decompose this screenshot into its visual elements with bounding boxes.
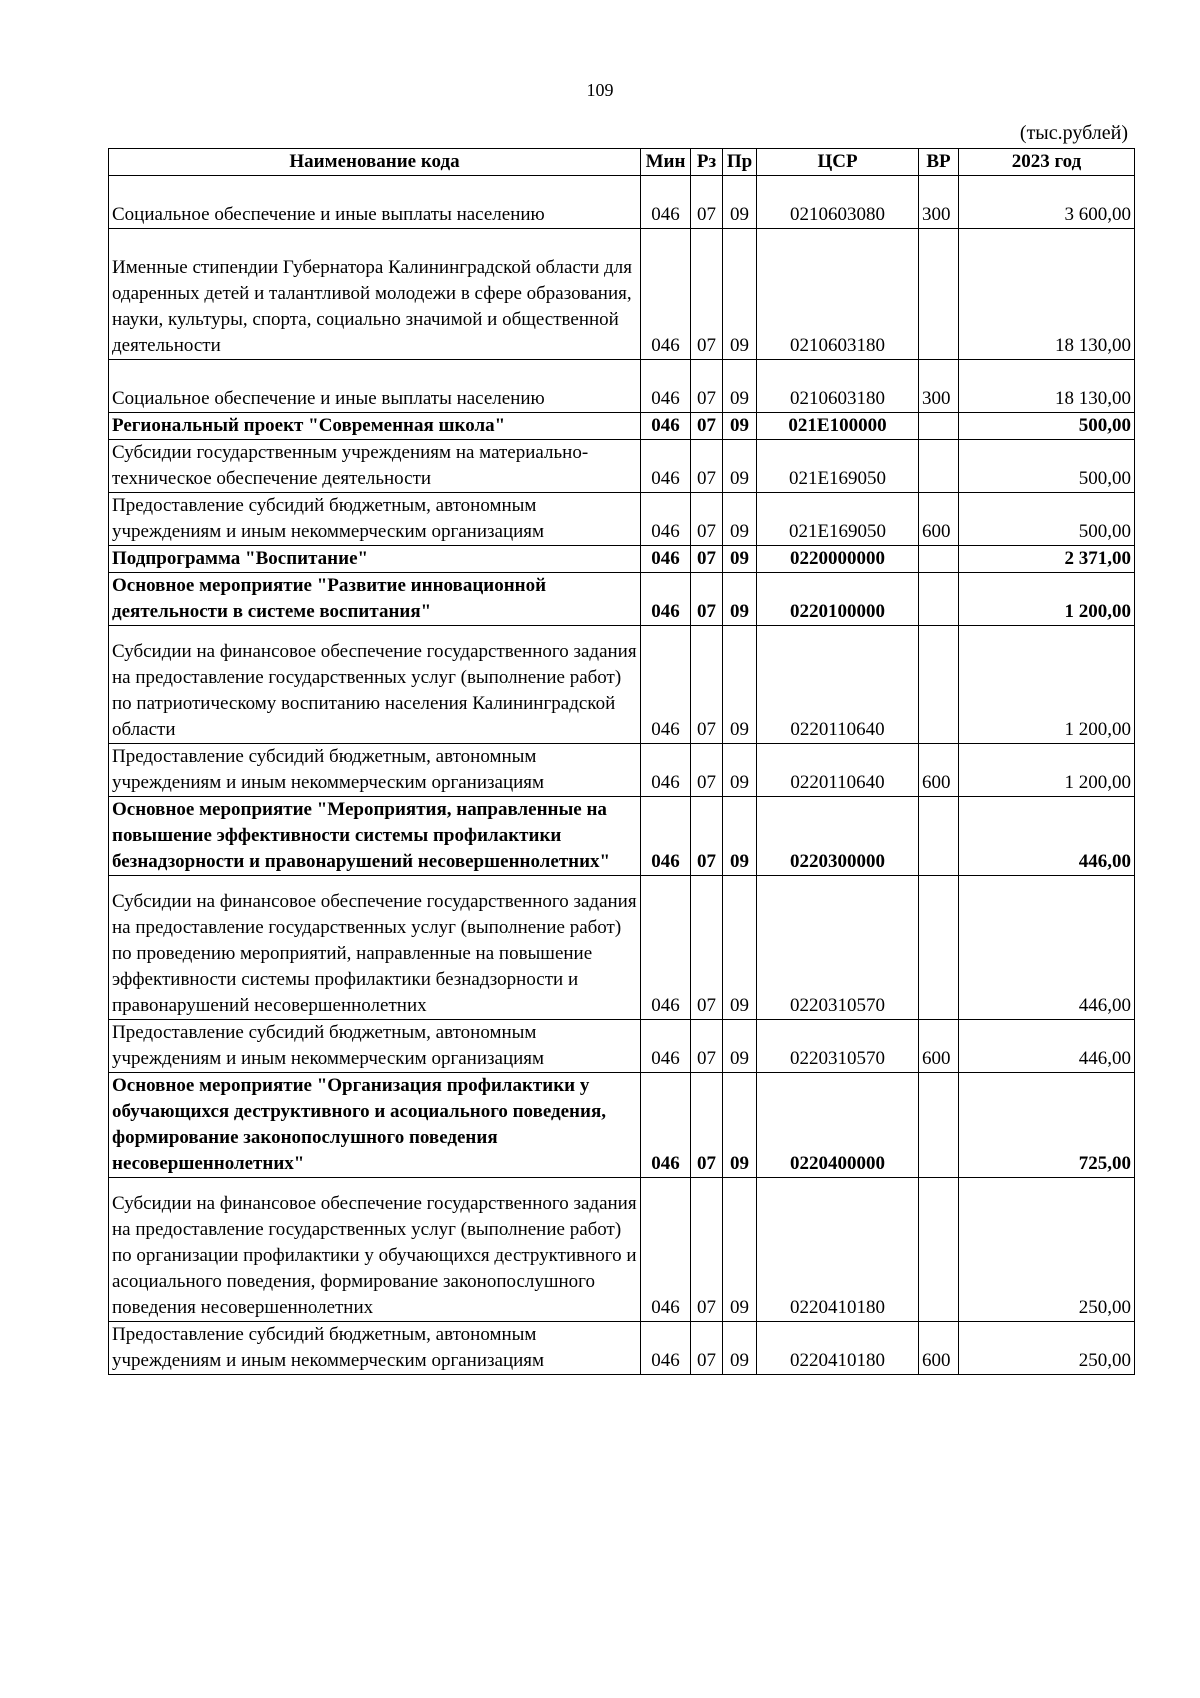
cell-rz: 07 bbox=[691, 229, 723, 360]
cell-name: Именные стипендии Губернатора Калининградской области для одаренных детей и талантливой молодежи в сфере образования, науки, культуры, спорта, социально значимой и общественной деятельности bbox=[109, 229, 641, 360]
cell-rz: 07 bbox=[691, 360, 723, 413]
cell-pr: 09 bbox=[723, 493, 757, 546]
cell-pr: 09 bbox=[723, 744, 757, 797]
cell-pr: 09 bbox=[723, 176, 757, 229]
cell-amount: 446,00 bbox=[959, 876, 1135, 1020]
cell-min: 046 bbox=[641, 546, 691, 573]
cell-rz: 07 bbox=[691, 573, 723, 626]
budget-table bbox=[108, 148, 1135, 1375]
cell-csr: 0220310570 bbox=[757, 1020, 919, 1073]
cell-csr: 0220000000 bbox=[757, 546, 919, 573]
cell-rz: 07 bbox=[691, 1073, 723, 1178]
cell-name: Субсидии на финансовое обеспечение государственного задания на предоставление государственных услуг (выполнение работ) по организации профилактики у обучающихся деструктивного и асоциального поведения, формирование законопослушного поведения несовершеннолетних bbox=[109, 1178, 641, 1322]
cell-min: 046 bbox=[641, 176, 691, 229]
cell-vr bbox=[919, 1073, 959, 1178]
header-vr: ВР bbox=[919, 149, 959, 176]
cell-amount: 500,00 bbox=[959, 413, 1135, 440]
cell-rz: 07 bbox=[691, 876, 723, 1020]
cell-csr: 0220410180 bbox=[757, 1178, 919, 1322]
cell-vr bbox=[919, 573, 959, 626]
cell-name: Основное мероприятие "Организация профилактики у обучающихся деструктивного и асоциального поведения, формирование законопослушного поведения несовершеннолетних" bbox=[109, 1073, 641, 1178]
units-label: (тыс.рублей) bbox=[1019, 122, 1128, 144]
header-year: 2023 год bbox=[959, 149, 1135, 176]
cell-csr: 0210603080 bbox=[757, 176, 919, 229]
cell-name: Социальное обеспечение и иные выплаты населению bbox=[109, 176, 641, 229]
cell-rz: 07 bbox=[691, 797, 723, 876]
cell-rz: 07 bbox=[691, 493, 723, 546]
table-row bbox=[109, 493, 1135, 546]
cell-amount: 500,00 bbox=[959, 440, 1135, 493]
cell-name: Субсидии на финансовое обеспечение государственного задания на предоставление государственных услуг (выполнение работ) по проведению мероприятий, направленные на повышение эффективности системы профилактики безнадзорности и правонарушений несовершеннолетних bbox=[109, 876, 641, 1020]
cell-csr: 0220100000 bbox=[757, 573, 919, 626]
cell-vr: 300 bbox=[919, 176, 959, 229]
cell-vr: 600 bbox=[919, 493, 959, 546]
cell-min: 046 bbox=[641, 1073, 691, 1178]
table-row bbox=[109, 876, 1135, 1020]
cell-csr: 0210603180 bbox=[757, 360, 919, 413]
cell-vr bbox=[919, 413, 959, 440]
cell-pr: 09 bbox=[723, 546, 757, 573]
cell-pr: 09 bbox=[723, 1020, 757, 1073]
table-row bbox=[109, 744, 1135, 797]
cell-name: Социальное обеспечение и иные выплаты населению bbox=[109, 360, 641, 413]
cell-rz: 07 bbox=[691, 1020, 723, 1073]
table-row bbox=[109, 440, 1135, 493]
header-csr: ЦСР bbox=[757, 149, 919, 176]
cell-min: 046 bbox=[641, 744, 691, 797]
page-number: 109 bbox=[586, 80, 614, 100]
cell-rz: 07 bbox=[691, 1322, 723, 1375]
cell-amount: 446,00 bbox=[959, 1020, 1135, 1073]
cell-min: 046 bbox=[641, 626, 691, 744]
cell-amount: 446,00 bbox=[959, 797, 1135, 876]
cell-vr: 300 bbox=[919, 360, 959, 413]
cell-csr: 0220110640 bbox=[757, 626, 919, 744]
cell-rz: 07 bbox=[691, 176, 723, 229]
cell-name: Предоставление субсидий бюджетным, автономным учреждениям и иным некоммерческим организациям bbox=[109, 744, 641, 797]
cell-name: Предоставление субсидий бюджетным, автономным учреждениям и иным некоммерческим организациям bbox=[109, 1020, 641, 1073]
header-name: Наименование кода bbox=[109, 149, 641, 176]
table-row bbox=[109, 797, 1135, 876]
cell-pr: 09 bbox=[723, 440, 757, 493]
header-pr: Пр bbox=[723, 149, 757, 176]
cell-rz: 07 bbox=[691, 546, 723, 573]
cell-pr: 09 bbox=[723, 1073, 757, 1178]
cell-min: 046 bbox=[641, 493, 691, 546]
cell-name: Подпрограмма "Воспитание" bbox=[109, 546, 641, 573]
table-row bbox=[109, 1178, 1135, 1322]
cell-csr: 021E169050 bbox=[757, 493, 919, 546]
cell-pr: 09 bbox=[723, 229, 757, 360]
cell-name: Субсидии государственным учреждениям на материально-техническое обеспечение деятельности bbox=[109, 440, 641, 493]
cell-vr: 600 bbox=[919, 1020, 959, 1073]
cell-pr: 09 bbox=[723, 626, 757, 744]
cell-pr: 09 bbox=[723, 1178, 757, 1322]
header-rz: Рз bbox=[691, 149, 723, 176]
cell-pr: 09 bbox=[723, 360, 757, 413]
table-row bbox=[109, 413, 1135, 440]
cell-rz: 07 bbox=[691, 744, 723, 797]
cell-amount: 250,00 bbox=[959, 1322, 1135, 1375]
cell-amount: 1 200,00 bbox=[959, 626, 1135, 744]
cell-csr: 021E169050 bbox=[757, 440, 919, 493]
cell-pr: 09 bbox=[723, 1322, 757, 1375]
cell-min: 046 bbox=[641, 413, 691, 440]
cell-amount: 2 371,00 bbox=[959, 546, 1135, 573]
cell-vr bbox=[919, 797, 959, 876]
cell-amount: 1 200,00 bbox=[959, 573, 1135, 626]
cell-pr: 09 bbox=[723, 413, 757, 440]
cell-vr bbox=[919, 1178, 959, 1322]
cell-rz: 07 bbox=[691, 413, 723, 440]
cell-pr: 09 bbox=[723, 573, 757, 626]
table-row bbox=[109, 176, 1135, 229]
cell-pr: 09 bbox=[723, 797, 757, 876]
table-row bbox=[109, 573, 1135, 626]
cell-amount: 725,00 bbox=[959, 1073, 1135, 1178]
table-row bbox=[109, 360, 1135, 413]
cell-name: Субсидии на финансовое обеспечение государственного задания на предоставление государственных услуг (выполнение работ) по патриотическому воспитанию населения Калининградской области bbox=[109, 626, 641, 744]
table-row bbox=[109, 1073, 1135, 1178]
cell-amount: 1 200,00 bbox=[959, 744, 1135, 797]
cell-min: 046 bbox=[641, 440, 691, 493]
cell-csr: 0220110640 bbox=[757, 744, 919, 797]
table-header-row bbox=[109, 149, 1135, 176]
cell-rz: 07 bbox=[691, 1178, 723, 1322]
table-row bbox=[109, 546, 1135, 573]
cell-vr bbox=[919, 546, 959, 573]
cell-vr: 600 bbox=[919, 744, 959, 797]
cell-name: Предоставление субсидий бюджетным, автономным учреждениям и иным некоммерческим организациям bbox=[109, 1322, 641, 1375]
cell-csr: 0210603180 bbox=[757, 229, 919, 360]
cell-min: 046 bbox=[641, 797, 691, 876]
cell-csr: 0220310570 bbox=[757, 876, 919, 1020]
cell-vr bbox=[919, 876, 959, 1020]
table-row bbox=[109, 626, 1135, 744]
cell-min: 046 bbox=[641, 876, 691, 1020]
cell-pr: 09 bbox=[723, 876, 757, 1020]
cell-amount: 18 130,00 bbox=[959, 360, 1135, 413]
cell-csr: 0220410180 bbox=[757, 1322, 919, 1375]
cell-min: 046 bbox=[641, 229, 691, 360]
cell-vr bbox=[919, 229, 959, 360]
cell-amount: 18 130,00 bbox=[959, 229, 1135, 360]
cell-vr bbox=[919, 440, 959, 493]
cell-amount: 3 600,00 bbox=[959, 176, 1135, 229]
cell-min: 046 bbox=[641, 573, 691, 626]
cell-name: Региональный проект "Современная школа" bbox=[109, 413, 641, 440]
cell-rz: 07 bbox=[691, 626, 723, 744]
table-row bbox=[109, 229, 1135, 360]
cell-min: 046 bbox=[641, 360, 691, 413]
cell-name: Предоставление субсидий бюджетным, автономным учреждениям и иным некоммерческим организациям bbox=[109, 493, 641, 546]
cell-csr: 021E100000 bbox=[757, 413, 919, 440]
cell-csr: 0220400000 bbox=[757, 1073, 919, 1178]
cell-amount: 500,00 bbox=[959, 493, 1135, 546]
cell-vr: 600 bbox=[919, 1322, 959, 1375]
cell-min: 046 bbox=[641, 1178, 691, 1322]
cell-rz: 07 bbox=[691, 440, 723, 493]
cell-csr: 0220300000 bbox=[757, 797, 919, 876]
header-min: Мин bbox=[641, 149, 691, 176]
cell-vr bbox=[919, 626, 959, 744]
table-row bbox=[109, 1020, 1135, 1073]
cell-min: 046 bbox=[641, 1020, 691, 1073]
table-row bbox=[109, 1322, 1135, 1375]
cell-name: Основное мероприятие "Мероприятия, направленные на повышение эффективности системы профилактики безнадзорности и правонарушений несовершеннолетних" bbox=[109, 797, 641, 876]
cell-amount: 250,00 bbox=[959, 1178, 1135, 1322]
table-body bbox=[109, 176, 1135, 1375]
cell-name: Основное мероприятие "Развитие инновационной деятельности в системе воспитания" bbox=[109, 573, 641, 626]
cell-min: 046 bbox=[641, 1322, 691, 1375]
